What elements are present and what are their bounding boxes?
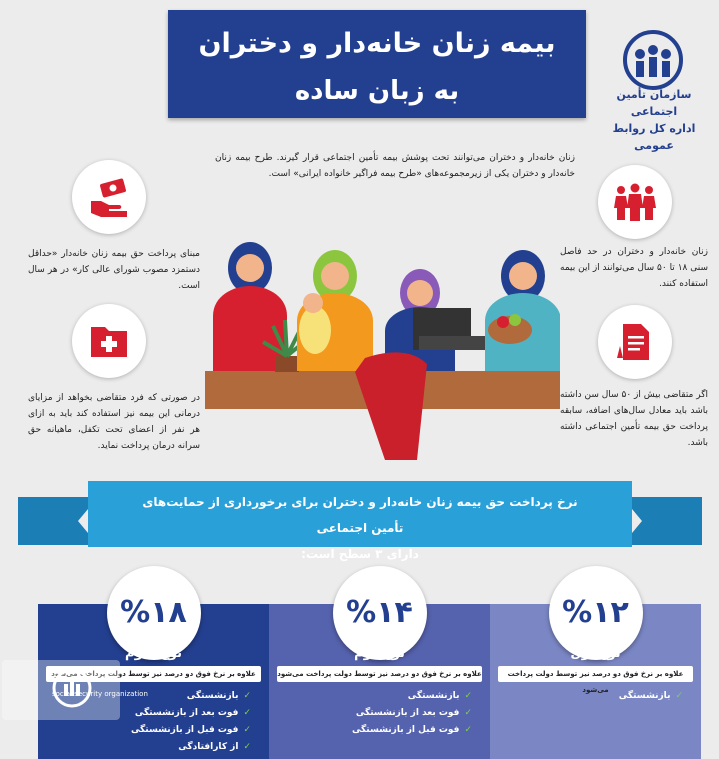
tier-third-percent: %۱۸ [107, 566, 201, 660]
people-circle [598, 165, 672, 239]
tier-third-note: علاوه بر نرخ فوق دو درصد نیز توسط دولت پرداخت می‌شود [46, 666, 261, 682]
watermark [2, 660, 148, 720]
medical-circle [72, 304, 146, 378]
title-banner [168, 10, 586, 118]
check-icon: ✓ [464, 725, 472, 735]
check-icon: ✓ [243, 708, 251, 718]
document-pen-icon [613, 320, 657, 364]
tier-first-note: علاوه بر نرخ فوق دو درصد نیز توسط دولت پرداخت می‌شود [498, 666, 693, 682]
tier-second-name: نوع دوم [354, 646, 405, 661]
tier-third-name: نوع سوم [125, 646, 182, 661]
check-icon: ✓ [464, 691, 472, 701]
rates-ribbon [18, 475, 702, 561]
list-item: ✓بازنشستگی [186, 691, 251, 701]
org-department: اداره کل روابط عمومی [612, 122, 696, 152]
check-icon: ✓ [675, 691, 683, 701]
tier-first-name: نوع اول [570, 646, 621, 661]
list-item: ✓از کارافتادگی [178, 742, 251, 752]
money-circle [72, 160, 146, 234]
check-icon: ✓ [243, 725, 251, 735]
tier-second-note: علاوه بر نرخ فوق دو درصد نیز توسط دولت پرداخت می‌شود [277, 666, 482, 682]
watermark-logo-icon [50, 666, 94, 710]
ribbon-line2: دارای ۳ سطح است: [301, 547, 419, 561]
org-name: سازمان تأمین اجتماعی [616, 88, 692, 118]
tier-first-items [619, 688, 683, 705]
list-item: ✓فوت قبل از بازنشستگی [351, 725, 472, 735]
tier-first-percent: %۱۲ [549, 566, 643, 660]
women-illustration [205, 238, 560, 463]
watermark-label: social security organization [52, 690, 148, 698]
people-icon [613, 180, 657, 224]
medical-folder-icon [87, 319, 131, 363]
list-item: ✓فوت بعد از بازنشستگی [134, 708, 251, 718]
over-50-text: اگر متقاضی بیش از ۵۰ سال سن داشته باشد باید معادل سال‌های اضافه، سابقه پرداخت حق بیمه تأمین اجتماعی داشته باشد. [560, 390, 708, 448]
page-subtitle: به زبان ساده [294, 76, 460, 106]
tier-second-percent: %۱۴ [333, 566, 427, 660]
ribbon-text [128, 489, 592, 567]
intro-text: زنان خانه‌دار و دختران می‌توانند تحت پوشش بیمه تأمین اجتماعی قرار گیرند. طرح بیمه زنان خانه‌دار و دختران یکی از زیرمجموعه‌های «طرح بیمه فراگیر خانواده ایرانی» است. [215, 153, 575, 179]
basis-text: مبنای پرداخت حق بیمه زنان خانه‌دار «حداقل دستمزد مصوب شورای عالی کار» در هر سال است. [28, 249, 200, 291]
check-icon: ✓ [243, 742, 251, 752]
age-range-text: زنان خانه‌دار و دختران در حد فاصل سنی ۱۸ تا ۵۰ سال می‌توانند از این بیمه استفاده کنند. [560, 247, 708, 289]
ribbon-line1: نرخ پرداخت حق بیمه زنان خانه‌دار و دختران برای برخورداری از حمایت‌های تأمین اجتماعی [142, 495, 578, 535]
list-item: ✓بازنشستگی [407, 691, 472, 701]
page-title: بیمه زنان خانه‌دار و دختران [198, 28, 556, 59]
tier-second-items [352, 688, 472, 739]
medical-text: در صورتی که فرد متقاضی بخواهد از مزایای درمانی این بیمه نیز استفاده کند باید به ازای هر نفر از اعضای تحت تکفل، ماهیانه حق سرانه درمان پرداخت نماید. [28, 393, 200, 451]
money-hand-icon [87, 175, 131, 219]
list-item: ✓فوت بعد از بازنشستگی [355, 708, 472, 718]
tier-first [490, 595, 701, 759]
tier-second [269, 595, 490, 759]
check-icon: ✓ [243, 691, 251, 701]
check-icon: ✓ [464, 708, 472, 718]
list-item: ✓بازنشستگی [618, 691, 683, 701]
document-circle [598, 305, 672, 379]
org-name-block [598, 86, 710, 154]
list-item: ✓فوت قبل از بازنشستگی [130, 725, 251, 735]
tier-third-items [131, 688, 251, 756]
